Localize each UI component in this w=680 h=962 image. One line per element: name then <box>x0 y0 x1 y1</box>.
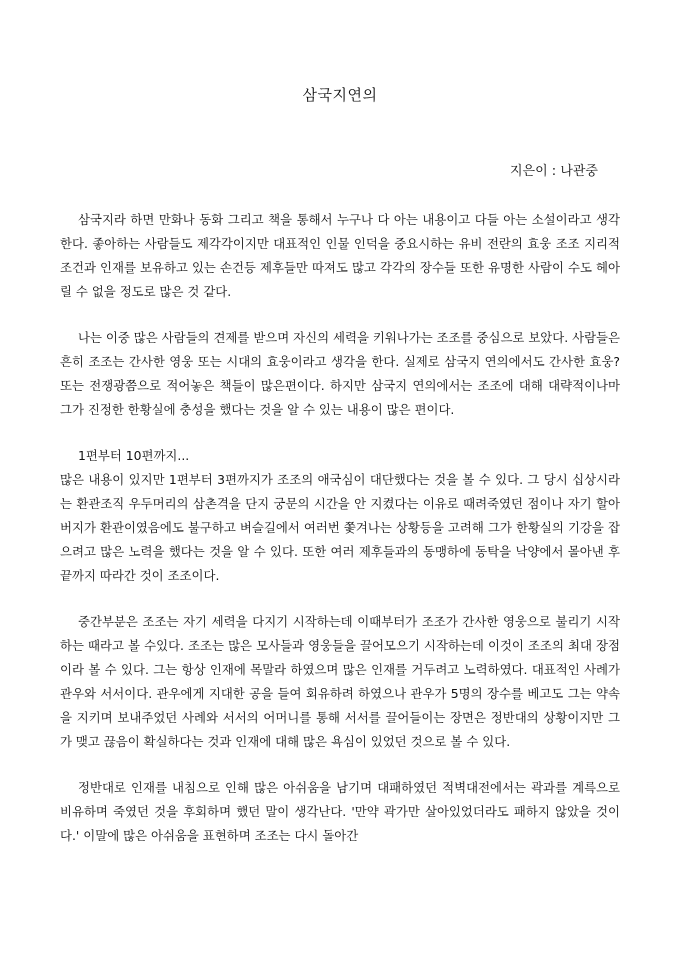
author-line: 지은이 : 나관중 <box>510 164 598 179</box>
document-page <box>60 0 620 962</box>
paragraph-focus-on-cao-cao: 나는 이중 많은 사람들의 견제를 받으며 자신의 세력을 키워나가는 조조를 중심으로 보았다. 사람들은 흔히 조조는 간사한 영웅 또는 시대의 효웅이라고 생각을 한다. 실제로 삼국지 연의에서도 간사한 효웅? 또는 전쟁광쯤으로 적어놓은 책들이 많은편이다. 하지만 삼국지 연의에서는 조조에 대해 대략적이나마 그가 진정한 한황실에 충성을 했다는 것을 알 수 있는 내용이 많은 편이다. <box>60 330 620 417</box>
section-heading-volumes-1-10: 1편부터 10편까지... <box>78 448 190 463</box>
paragraph-early-patriotism: 많은 내용이 있지만 1편부터 3편까지가 조조의 애국심이 대단했다는 것을 볼 수 있다. 그 당시 십상시라는 환관조직 우두머리의 삼촌격을 단지 궁문의 시간을 안 지켰다는 이유로 때려죽였던 점이나 자기 할아버지가 환관이였음에도 불구하고 벼슬길에서 여러번 쫓겨나는 상황등을 고려해 그가 한황실의 기강을 잡으려고 많은 노력을 했다는 것을 알 수 있다. 또한 여러 제후들과의 동맹하에 동탁을 낙양에서 몰아낸 후 끝까지 따라간 것이 조조이다. <box>60 472 620 583</box>
paragraph-middle-part: 중간부분은 조조는 자기 세력을 다지기 시작하는데 이때부터가 조조가 간사한 영웅으로 불리기 시작하는 때라고 볼 수있다. 조조는 많은 모사들과 영웅들을 끌어모으기 시작하는데 이것이 조조의 최대 장점이라 볼 수 있다. 그는 항상 인재에 목말라 하였으며 많은 인재를 거두려고 노력하였다. 대표적인 사례가 관우와 서서이다. 관우에게 지대한 공을 들여 회유하려 하였으나 관우가 5명의 장수를 베고도 그는 약속을 지키며 보내주었던 사례와 서서의 어머니를 통해 서서를 끌어들이는 장면은 정반대의 상황이지만 그가 맺고 끊음이 확실하다는 것과 인재에 대해 많은 욕심이 있었던 것으로 볼 수 있다. <box>60 614 620 749</box>
paragraph-red-cliffs: 정반대로 인재를 내침으로 인해 많은 아쉬움을 남기며 대패하였던 적벽대전에서는 곽과를 계륵으로 비유하며 죽였던 것을 후회하며 했던 말이 생각난다. '만약 곽가만 살아있었더라도 패하지 않았을 것이다.' 이말에 많은 아쉬움을 표현하며 조조는 다시 돌아간 <box>60 780 620 843</box>
document-body <box>60 208 620 848</box>
paragraph-intro: 삼국지라 하면 만화나 동화 그리고 책을 통해서 누구나 다 아는 내용이고 다들 아는 소설이라고 생각한다. 좋아하는 사람들도 제각각이지만 대표적인 인물 인덕을 중요시하는 유비 전란의 효웅 조조 지리적 조건과 인재를 보유하고 있는 손건등 제후들만 따져도 많고 각각의 장수들 또한 유명한 사람이 수도 헤아릴 수 없을 정도로 많은 것 같다. <box>60 212 620 299</box>
document-title: 삼국지연의 <box>302 86 378 104</box>
